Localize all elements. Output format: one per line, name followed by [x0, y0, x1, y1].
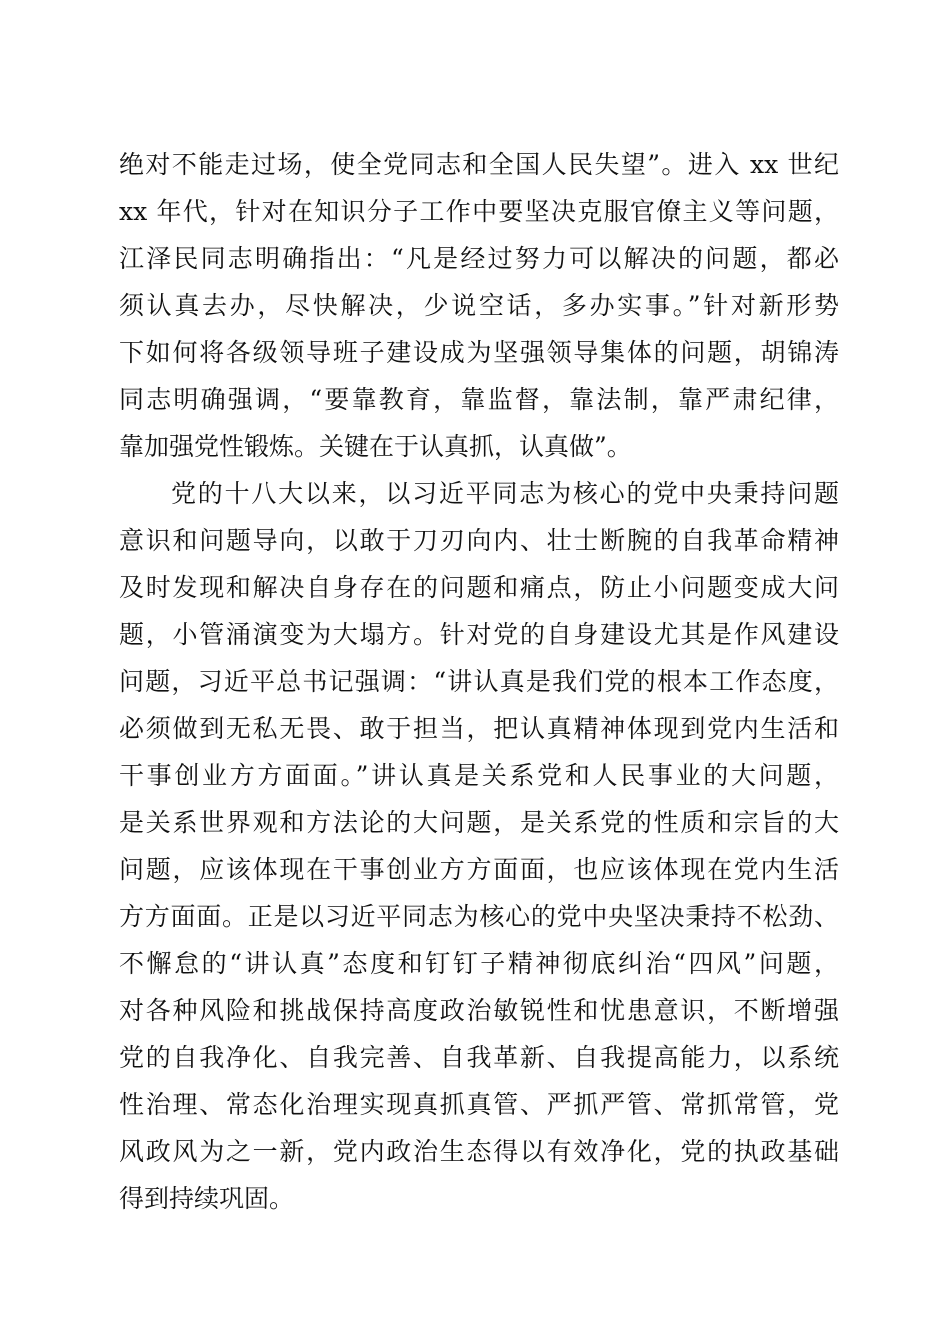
text-line: 党的自我净化、自我完善、自我革新、自我提高能力，以系统: [119, 1043, 839, 1072]
text-line: xx 年代，针对在知识分子工作中要坚决克服官僚主义等问题，: [119, 197, 839, 226]
text-line: 绝对不能走过场，使全党同志和全国人民失望”。进入 xx 世纪: [119, 150, 839, 179]
text-line: 不懈怠的“讲认真”态度和钉钉子精神彻底纠治“四风”问题，: [119, 949, 839, 978]
paragraph-1: [119, 141, 839, 470]
text-line: 问题，习近平总书记强调：“讲认真是我们党的根本工作态度，: [119, 667, 839, 696]
text-line: 干事创业方方面面。”讲认真是关系党和人民事业的大问题，: [119, 761, 839, 790]
text-line: 方方面面。正是以习近平同志为核心的党中央坚决秉持不松劲、: [119, 902, 839, 931]
text-line: 江泽民同志明确指出：“凡是经过努力可以解决的问题，都必: [119, 244, 839, 273]
document-body: [119, 141, 839, 1222]
text-line: 意识和问题导向，以敢于刀刃向内、壮士断腕的自我革命精神: [119, 526, 839, 555]
text-line: 党的十八大以来，以习近平同志为核心的党中央秉持问题: [171, 479, 839, 508]
text-line: 必须做到无私无畏、敢于担当，把认真精神体现到党内生活和: [119, 714, 839, 743]
text-line: 性治理、常态化治理实现真抓真管、严抓严管、常抓常管，党: [119, 1090, 839, 1119]
text-line: 靠加强党性锻炼。关键在于认真抓，认真做”。: [119, 432, 632, 461]
text-line: 下如何将各级领导班子建设成为坚强领导集体的问题，胡锦涛: [119, 338, 839, 367]
paragraph-2: [119, 470, 839, 1222]
text-line: 同志明确强调，“要靠教育，靠监督，靠法制，靠严肃纪律，: [119, 385, 839, 414]
text-line: 及时发现和解决自身存在的问题和痛点，防止小问题变成大问: [119, 573, 839, 602]
text-line: 风政风为之一新，党内政治生态得以有效净化，党的执政基础: [119, 1137, 839, 1166]
text-line: 得到持续巩固。: [119, 1184, 295, 1213]
text-line: 是关系世界观和方法论的大问题，是关系党的性质和宗旨的大: [119, 808, 839, 837]
text-line: 题，小管涌演变为大塌方。针对党的自身建设尤其是作风建设: [119, 620, 839, 649]
text-line: 问题，应该体现在干事创业方方面面，也应该体现在党内生活: [119, 855, 839, 884]
text-line: 对各种风险和挑战保持高度政治敏锐性和忧患意识，不断增强: [119, 996, 839, 1025]
text-line: 须认真去办，尽快解决，少说空话，多办实事。”针对新形势: [119, 291, 839, 320]
